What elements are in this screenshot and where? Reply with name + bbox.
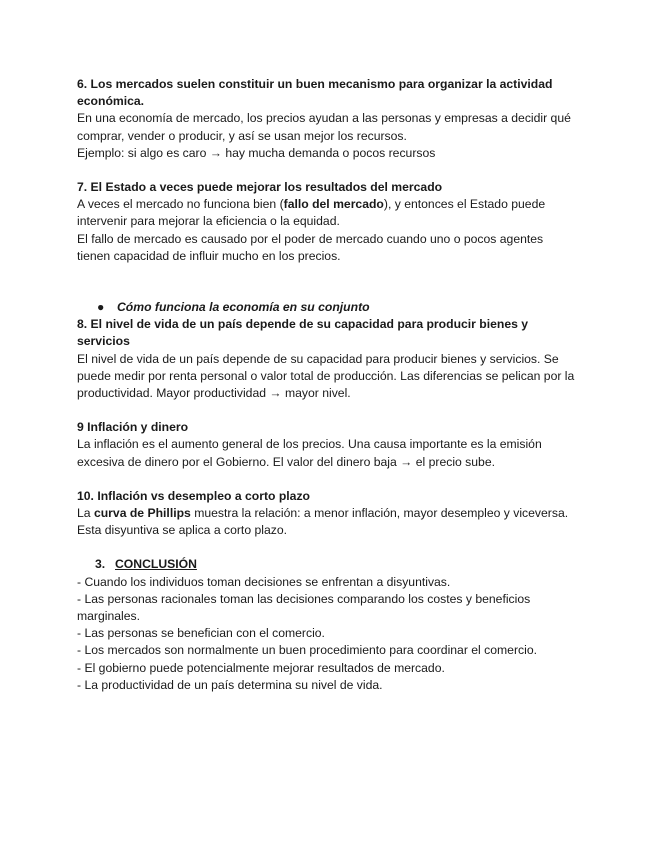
section-7-text-b: ), y entonces el Estado puede intervenir para mejorar la eficiencia o la equidad. [77, 197, 546, 229]
bullet-heading [77, 299, 577, 316]
spacer [77, 162, 577, 179]
section-10-text-a: La [77, 506, 94, 521]
section-6-line-2: Ejemplo: si algo es caro → hay mucha demanda o pocos recursos [77, 145, 436, 160]
section-10-text-b: muestra la relación: a menor inflación, mayor desempleo y viceversa. Esta disyuntiva se aplica a corto plazo. [77, 506, 569, 538]
document-content [77, 76, 577, 694]
spacer [77, 265, 577, 299]
conclusion-title: CONCLUSIÓN [115, 557, 197, 572]
spacer [77, 471, 577, 488]
spacer [77, 402, 577, 419]
spacer [77, 539, 577, 556]
section-9-heading: 9 Inflación y dinero [77, 420, 189, 435]
phillips-curve-term: curva de Phillips [93, 506, 191, 521]
section-10-body [77, 505, 577, 539]
market-failure-term: fallo del mercado [283, 197, 384, 212]
conclusion-item: - Las personas se benefician con el comercio. [77, 626, 325, 641]
section-6-line-1: En una economía de mercado, los precios ayudan a las personas y empresas a decidir qué comprar, vender o producir, y así se usan mejor los recursos. [77, 111, 571, 143]
section-7-paragraph-1 [77, 196, 577, 230]
conclusion-number: 3. [95, 557, 106, 572]
section-8-heading: 8. El nivel de vida de un país depende de su capacidad para producir bienes y servicios [77, 317, 529, 349]
conclusion-item: - Cuando los individuos toman decisiones se enfrentan a disyuntivas. [77, 574, 451, 589]
bullet-text: Cómo funciona la economía en su conjunto [117, 300, 370, 315]
section-7-text-a: A veces el mercado no funciona bien ( [77, 197, 284, 212]
section-7-paragraph-2: El fallo de mercado es causado por el poder de mercado cuando uno o pocos agentes tienen capacidad de influir mucho en los precios. [77, 231, 544, 263]
bullet-icon: ● [97, 300, 105, 315]
section-8-body: El nivel de vida de un país depende de su capacidad para producir bienes y servicios. Se puede medir por renta personal o valor total de producción. Las diferencias se pelican por la productividad. Mayor productividad → mayor nivel. [77, 351, 575, 401]
section-9-body: La inflación es el aumento general de los precios. Una causa importante es la emisión excesiva de dinero por el Gobierno. El valor del dinero baja → el precio sube. [77, 437, 542, 469]
conclusion-heading [77, 556, 577, 573]
conclusion-item: - Los mercados son normalmente un buen procedimiento para coordinar el comercio. [77, 643, 537, 658]
section-7-heading: 7. El Estado a veces puede mejorar los resultados del mercado [77, 180, 443, 195]
section-10-heading: 10. Inflación vs desempleo a corto plazo [77, 488, 310, 503]
conclusion-item: - La productividad de un país determina su nivel de vida. [77, 677, 383, 692]
section-6-heading: 6. Los mercados suelen constituir un buen mecanismo para organizar la actividad económica. [77, 77, 553, 109]
conclusion-item: - Las personas racionales toman las decisiones comparando los costes y beneficios marginales. [77, 591, 531, 624]
conclusion-item: - El gobierno puede potencialmente mejorar resultados de mercado. [77, 660, 445, 675]
